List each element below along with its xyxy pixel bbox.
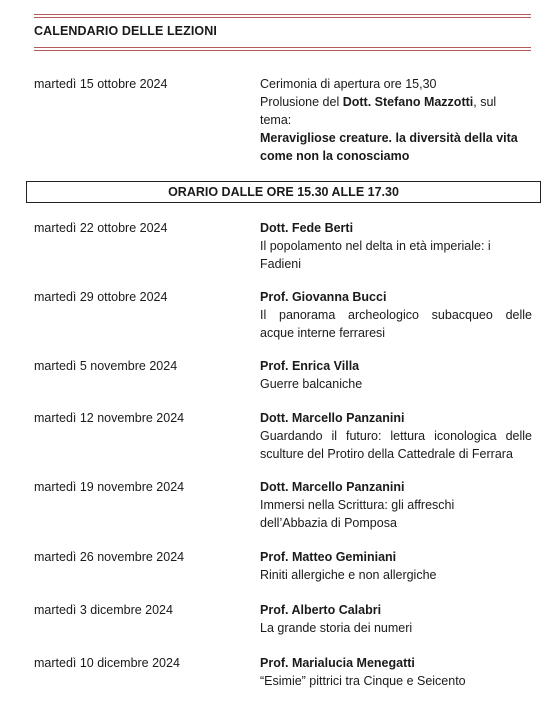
lecture-date: martedì 10 dicembre 2024 <box>34 656 180 670</box>
lecture-topic-line: Immersi nella Scrittura: gli affreschi <box>260 498 455 512</box>
lecture-detail <box>260 654 532 690</box>
lecture-speaker: Prof. Enrica Villa <box>260 359 360 373</box>
lecture-speaker: Prof. Matteo Geminiani <box>260 550 397 564</box>
lecture-date: martedì 3 dicembre 2024 <box>34 603 173 617</box>
opening-theme-label: tema: <box>260 113 292 127</box>
lecture-speaker: Prof. Giovanna Bucci <box>260 290 387 304</box>
prolusion-speaker: Dott. Stefano Mazzotti <box>342 95 474 109</box>
page-title: CALENDARIO DELLE LEZIONI <box>34 24 217 38</box>
lecture-topic-line: dell’Abbazia di Pomposa <box>260 516 397 530</box>
lecture-date: martedì 29 ottobre 2024 <box>34 290 168 304</box>
prolusion-prefix: Prolusione del <box>260 95 343 109</box>
lecture-topic: Il popolamento nel delta in età imperiale: i Fadieni <box>260 239 491 271</box>
lecture-topic: Guardando il futuro: lettura iconologica delle sculture del Protiro della Cattedrale di Ferrara <box>260 429 532 461</box>
lecture-detail <box>260 288 532 342</box>
lecture-topic: Il panorama archeologico subacqueo delle acque interne ferraresi <box>260 308 532 340</box>
lecture-topic: “Esimie” pittrici tra Cinque e Seicento <box>260 674 466 688</box>
lecture-speaker: Prof. Marialucia Menegatti <box>260 656 415 670</box>
lecture-speaker: Prof. Alberto Calabri <box>260 603 382 617</box>
opening-detail <box>260 75 532 165</box>
lecture-detail <box>260 601 532 637</box>
lecture-topic: Guerre balcaniche <box>260 377 363 391</box>
lecture-detail <box>260 478 532 532</box>
schedule-banner: ORARIO DALLE ORE 15.30 ALLE 17.30 <box>26 181 541 203</box>
lecture-detail <box>260 548 532 584</box>
opening-ceremony-line: Cerimonia di apertura ore 15,30 <box>260 77 437 91</box>
title-bottom-rule <box>34 47 531 51</box>
lecture-topic: La grande storia dei numeri <box>260 621 413 635</box>
title-top-rule <box>34 14 531 18</box>
lecture-detail <box>260 357 532 393</box>
lecture-date: martedì 12 novembre 2024 <box>34 411 185 425</box>
lecture-detail <box>260 409 532 463</box>
lecture-date: martedì 26 novembre 2024 <box>34 550 185 564</box>
lecture-date: martedì 5 novembre 2024 <box>34 359 178 373</box>
prolusion-suffix: , sul <box>473 95 497 109</box>
lecture-speaker: Dott. Marcello Panzanini <box>260 411 405 425</box>
opening-date: martedì 15 ottobre 2024 <box>34 77 168 91</box>
lecture-topic: Riniti allergiche e non allergiche <box>260 568 437 582</box>
lecture-date: martedì 22 ottobre 2024 <box>34 221 168 235</box>
opening-topic: Meravigliose creature. la diversità della vita come non la conosciamo <box>260 131 518 163</box>
lecture-speaker: Dott. Fede Berti <box>260 221 354 235</box>
lecture-speaker: Dott. Marcello Panzanini <box>260 480 405 494</box>
lecture-date: martedì 19 novembre 2024 <box>34 480 185 494</box>
opening-prolusion-line <box>260 93 532 111</box>
lecture-detail <box>260 219 532 273</box>
